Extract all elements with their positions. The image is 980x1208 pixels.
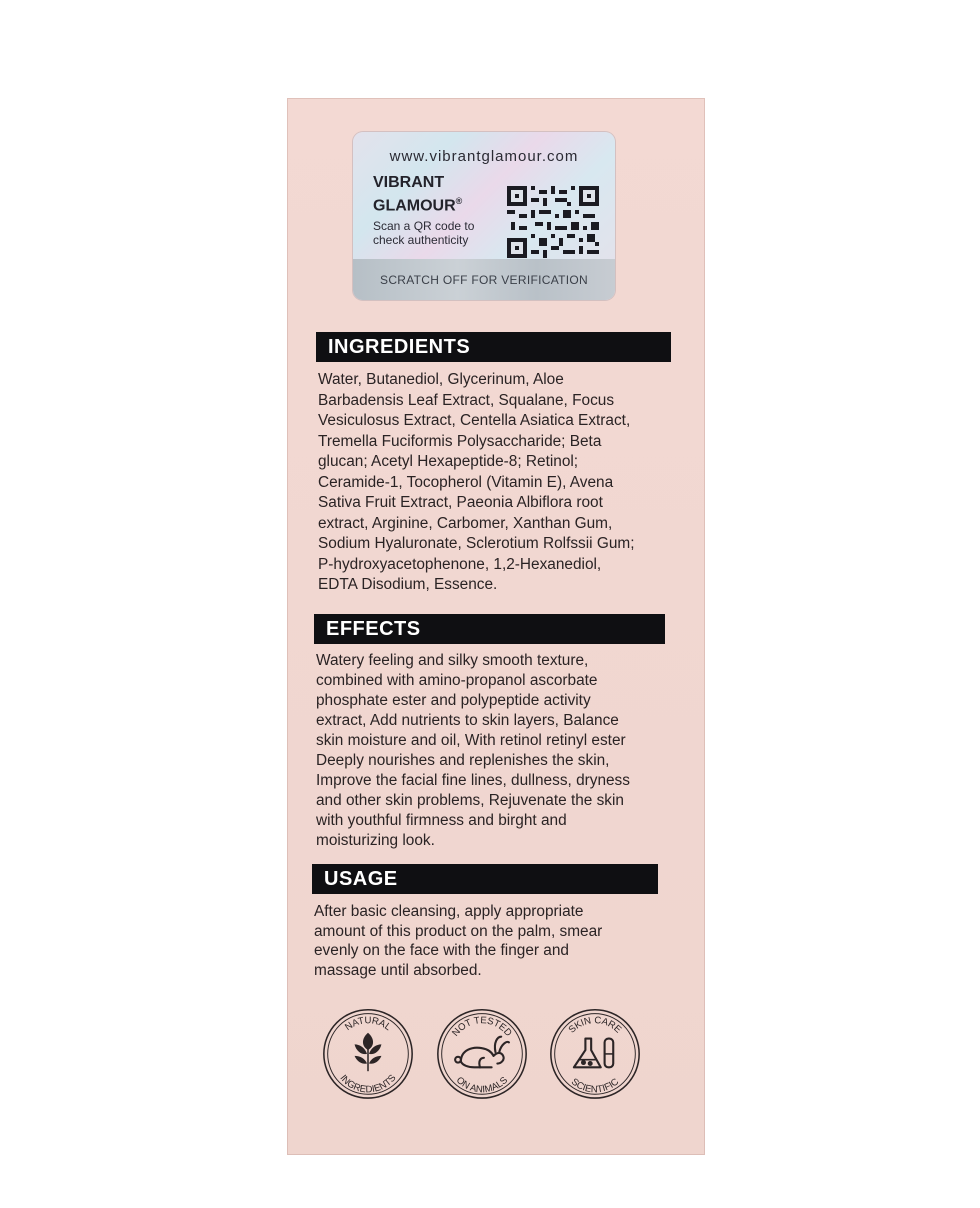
scratch-off-label: SCRATCH OFF FOR VERIFICATION: [380, 273, 588, 287]
leaf-icon: [355, 1033, 382, 1071]
effects-line: with youthful firmness and birght and: [316, 812, 567, 829]
badge-bottom-label: SCIENTIFIC: [568, 1076, 622, 1096]
ingredients-line: glucan; Acetyl Hexapeptide-8; Retinol;: [318, 453, 579, 470]
svg-text:SKIN CARE: [567, 1015, 624, 1036]
usage-line: massage until absorbed.: [314, 961, 482, 979]
scan-line-1: Scan a QR code to: [373, 219, 475, 233]
effects-line: extract, Add nutrients to skin layers, Balance: [316, 712, 619, 729]
flask-icon: [574, 1039, 613, 1068]
ingredients-line: Tremella Fuciformis Polysaccharide; Beta: [318, 432, 602, 450]
badge-top-label: NATURAL: [343, 1015, 393, 1034]
effects-heading: EFFECTS: [314, 614, 665, 644]
natural-ingredients-badge: [320, 1004, 416, 1100]
effects-line: phosphate ester and polypeptide activity: [316, 692, 591, 709]
not-tested-on-animals-badge: [434, 1004, 530, 1100]
brand-line-1: VIBRANT: [373, 174, 445, 191]
effects-line: moisturizing look.: [316, 832, 435, 849]
qr-code-icon[interactable]: [507, 186, 599, 258]
skin-care-scientific-badge: [547, 1004, 643, 1100]
ingredients-line: Barbadensis Leaf Extract, Squalane, Focus: [318, 391, 615, 409]
ingredients-line: Sodium Hyaluronate, Sclerotium Rolfssii Gum;: [318, 535, 635, 552]
badge-bottom-label: INGREDIENTS: [337, 1072, 399, 1096]
ingredients-line: Ceramide-1, Tocopherol (Vitamin E), Avena: [318, 473, 614, 491]
usage-text: [314, 902, 684, 980]
effects-line: Improve the facial fine lines, dullness, dryness: [316, 772, 630, 789]
scan-line-2: check authenticity: [373, 233, 469, 247]
ingredients-line: Sativa Fruit Extract, Paeonia Albiflora root: [318, 494, 603, 511]
ingredients-line: Vesiculosus Extract, Centella Asiatica Extract,: [318, 412, 631, 429]
effects-line: skin moisture and oil, With retinol retinyl ester: [316, 732, 626, 749]
usage-line: evenly on the face with the finger and: [314, 942, 569, 959]
usage-line: After basic cleansing, apply appropriate: [314, 903, 584, 920]
usage-heading: USAGE: [312, 864, 658, 894]
sticker-brand: [373, 174, 493, 215]
badge-bottom-label: ON ANIMALS: [453, 1074, 511, 1096]
ingredients-line: P-hydroxyacetophenone, 1,2-Hexanediol,: [318, 555, 602, 573]
ingredients-text: [318, 370, 688, 596]
effects-text: [316, 651, 686, 851]
ingredients-line: extract, Arginine, Carbomer, Xanthan Gum,: [318, 514, 613, 532]
effects-line: Deeply nourishes and replenishes the skin,: [316, 752, 610, 769]
ingredients-line: EDTA Disodium, Essence.: [318, 576, 498, 593]
svg-text:NOT TESTED: [450, 1015, 514, 1039]
usage-line: amount of this product on the palm, smear: [314, 922, 603, 940]
svg-text:ON ANIMALS: [454, 1075, 510, 1096]
effects-line: combined with amino-propanol ascorbate: [316, 672, 598, 689]
authenticity-sticker: [353, 132, 615, 300]
badge-top-label: NOT TESTED: [450, 1015, 514, 1039]
effects-line: and other skin problems, Rejuvenate the skin: [316, 792, 624, 809]
registered-mark: ®: [455, 196, 463, 206]
scan-instructions: [373, 219, 498, 247]
sticker-url: www.vibrantglamour.com: [389, 148, 579, 165]
rabbit-icon: [455, 1037, 509, 1068]
badge-top-label: SKIN CARE: [566, 1015, 624, 1036]
effects-line: Watery feeling and silky smooth texture,: [316, 652, 589, 669]
ingredients-line: Water, Butanediol, Glycerinum, Aloe: [318, 371, 564, 388]
brand-line-2: GLAMOUR: [373, 197, 456, 215]
ingredients-heading: INGREDIENTS: [316, 332, 671, 362]
svg-text:SCIENTIFIC: [569, 1076, 621, 1095]
